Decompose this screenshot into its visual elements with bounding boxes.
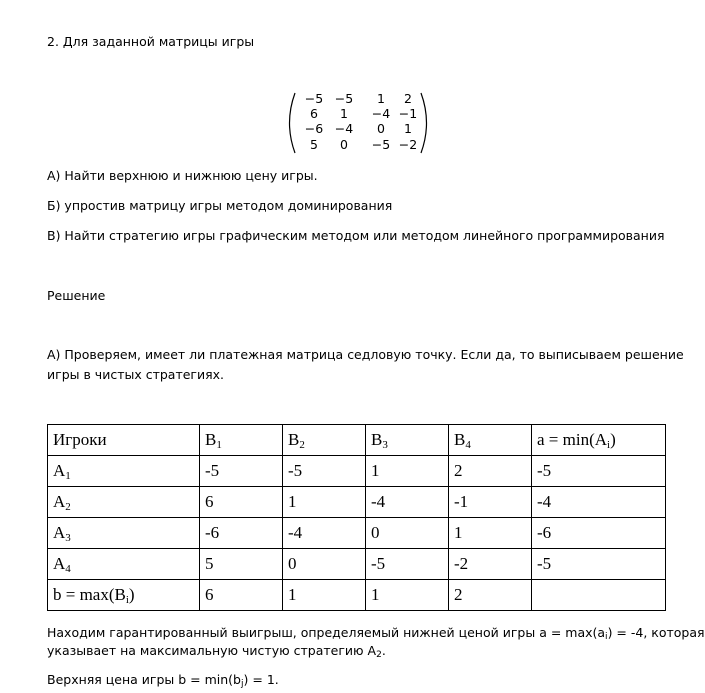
table-cell: -5 bbox=[283, 456, 366, 487]
table-footer-row bbox=[48, 580, 666, 611]
solution-title: Решение bbox=[47, 288, 106, 303]
matrix-cell: −5 bbox=[304, 91, 324, 106]
row-label: $A_3$ bbox=[48, 518, 200, 549]
table-cell: 1 bbox=[366, 456, 449, 487]
matrix-cell: −1 bbox=[398, 106, 418, 121]
matrix-cell: 1 bbox=[340, 106, 348, 121]
upper-value-line: Верхняя цена игры $b = \min(b_j) = 1$. bbox=[47, 672, 279, 689]
table-cell: 1 bbox=[449, 518, 532, 549]
table-header-row bbox=[48, 425, 666, 456]
row-label: $A_1$ bbox=[48, 456, 200, 487]
conclusion-line2: указывает на максимальную чистую стратегию $A_2$. bbox=[47, 643, 386, 660]
table-row bbox=[48, 518, 666, 549]
header-players: Игроки bbox=[48, 425, 200, 456]
solution-intro-line2: игры в чистых стратегиях. bbox=[47, 367, 225, 382]
payoff-table bbox=[47, 424, 666, 611]
table-cell: -2 bbox=[449, 549, 532, 580]
row-min: -6 bbox=[532, 518, 666, 549]
table-cell: 2 bbox=[449, 456, 532, 487]
part-b-text: Б) упростив матрицу игры методом доминирования bbox=[47, 198, 393, 213]
matrix-cell: −5 bbox=[334, 91, 354, 106]
matrix-cell: 1 bbox=[404, 121, 412, 136]
table-cell: -4 bbox=[366, 487, 449, 518]
part-c-text: В) Найти стратегию игры графическим методом или методом линейного программирования bbox=[47, 228, 665, 243]
matrix-cell: −4 bbox=[371, 106, 391, 121]
matrix-cell: 6 bbox=[310, 106, 318, 121]
matrix-cell: −6 bbox=[304, 121, 324, 136]
table-cell: -5 bbox=[200, 456, 283, 487]
header-b2: $B_2$ bbox=[283, 425, 366, 456]
game-matrix bbox=[283, 92, 433, 154]
table-row bbox=[48, 487, 666, 518]
table-cell: -6 bbox=[200, 518, 283, 549]
footer-cell: 1 bbox=[283, 580, 366, 611]
footer-cell: 1 bbox=[366, 580, 449, 611]
row-min: -5 bbox=[532, 456, 666, 487]
table-row bbox=[48, 549, 666, 580]
table-cell: 0 bbox=[366, 518, 449, 549]
header-b3: $B_3$ bbox=[366, 425, 449, 456]
table-cell: -4 bbox=[283, 518, 366, 549]
table-row bbox=[48, 456, 666, 487]
matrix-cell: 0 bbox=[340, 137, 348, 152]
matrix-cell: −5 bbox=[371, 137, 391, 152]
table-cell: -1 bbox=[449, 487, 532, 518]
matrix-cell: 0 bbox=[377, 121, 385, 136]
matrix-cell: −4 bbox=[334, 121, 354, 136]
matrix-cell: 5 bbox=[310, 137, 318, 152]
matrix-cell: 2 bbox=[404, 91, 412, 106]
footer-label: $b = \max(B_i)$ bbox=[48, 580, 200, 611]
table-cell: 0 bbox=[283, 549, 366, 580]
table-cell: -5 bbox=[366, 549, 449, 580]
footer-cell-empty bbox=[532, 580, 666, 611]
footer-cell: 2 bbox=[449, 580, 532, 611]
solution-intro-line1: А) Проверяем, имеет ли платежная матрица седловую точку. Если да, то выписываем решение bbox=[47, 347, 684, 362]
row-min: -4 bbox=[532, 487, 666, 518]
row-min: -5 bbox=[532, 549, 666, 580]
table-cell: 5 bbox=[200, 549, 283, 580]
task-heading: 2. Для заданной матрицы игры bbox=[47, 34, 255, 49]
header-b1: $B_1$ bbox=[200, 425, 283, 456]
table-cell: 1 bbox=[283, 487, 366, 518]
matrix-cell: 1 bbox=[377, 91, 385, 106]
header-a-min: $a = \min(A_i)$ bbox=[532, 425, 666, 456]
part-a-text: А) Найти верхнюю и нижнюю цену игры. bbox=[47, 168, 318, 183]
table-cell: 6 bbox=[200, 487, 283, 518]
header-b4: $B_4$ bbox=[449, 425, 532, 456]
conclusion-line1: Находим гарантированный выигрыш, определяемый нижней ценой игры $a = \max(a_i) = -4$, которая bbox=[47, 625, 705, 642]
footer-cell: 6 bbox=[200, 580, 283, 611]
row-label: $A_2$ bbox=[48, 487, 200, 518]
row-label: $A_4$ bbox=[48, 549, 200, 580]
matrix-cell: −2 bbox=[398, 137, 418, 152]
